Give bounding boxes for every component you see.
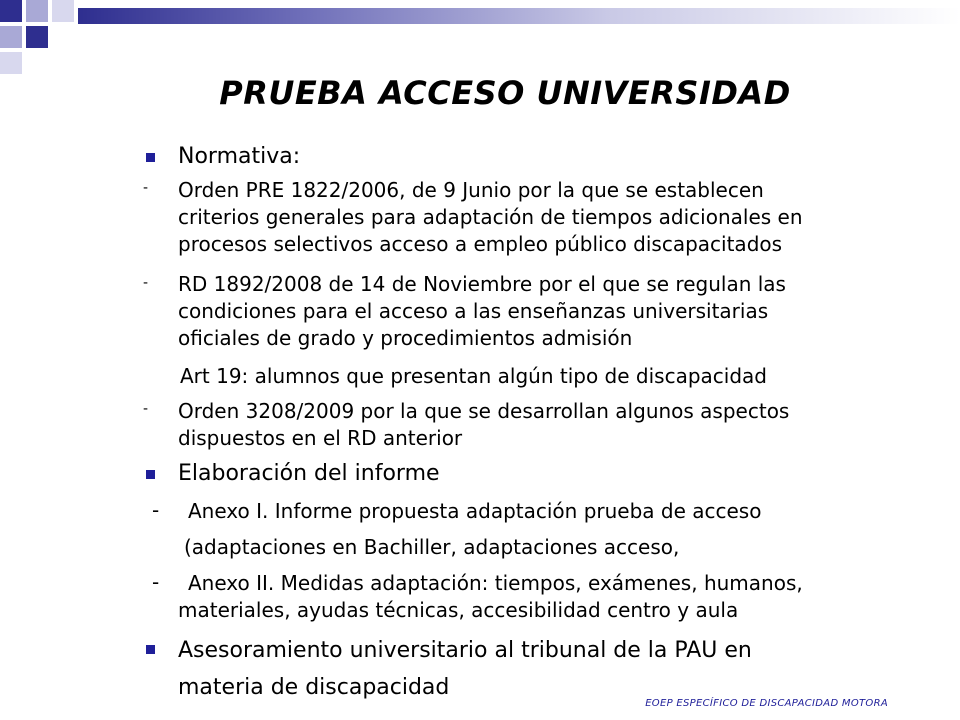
dash-icon: - <box>143 275 149 291</box>
bullet-icon <box>146 645 155 654</box>
list-item: Orden 3208/2009 por la que se desarrollan algunos aspectos dispuestos en el RD anterior <box>178 399 790 450</box>
section-heading: Elaboración del informe <box>178 461 440 486</box>
list-item: (adaptaciones en Bachiller, adaptaciones acceso, <box>184 535 680 559</box>
section-heading: Normativa: <box>178 144 301 169</box>
dash-icon: - <box>143 401 149 417</box>
footer-text: EOEP ESPECÍFICO DE DISCAPACIDAD MOTORA <box>645 698 888 709</box>
bullet-icon <box>146 470 155 479</box>
dash-icon: - <box>152 570 160 594</box>
list-item: Anexo II. Medidas adaptación: tiempos, exámenes, humanos, materiales, ayudas técnicas, accesibilidad centro y aula <box>178 571 803 622</box>
list-item: Orden PRE 1822/2006, de 9 Junio por la que se establecen criterios generales para adaptación de tiempos adicionales en procesos selectivos acceso a empleo público discapacitados <box>178 178 803 256</box>
header-gradient-bar <box>78 8 960 24</box>
bullet-icon <box>146 153 155 162</box>
section-heading: Asesoramiento universitario al tribunal de la PAU en materia de discapacidad <box>178 638 752 700</box>
dash-icon: - <box>152 498 160 522</box>
list-item: RD 1892/2008 de 14 de Noviembre por el que se regulan las condiciones para el acceso a las enseñanzas universitarias oficiales de grado y procedimientos admisión <box>178 272 786 350</box>
dash-icon: - <box>143 180 149 196</box>
list-item: Art 19: alumnos que presentan algún tipo de discapacidad <box>180 364 767 388</box>
list-item: Anexo I. Informe propuesta adaptación prueba de acceso <box>188 499 762 523</box>
page-title: PRUEBA ACCESO UNIVERSIDAD <box>219 74 791 112</box>
